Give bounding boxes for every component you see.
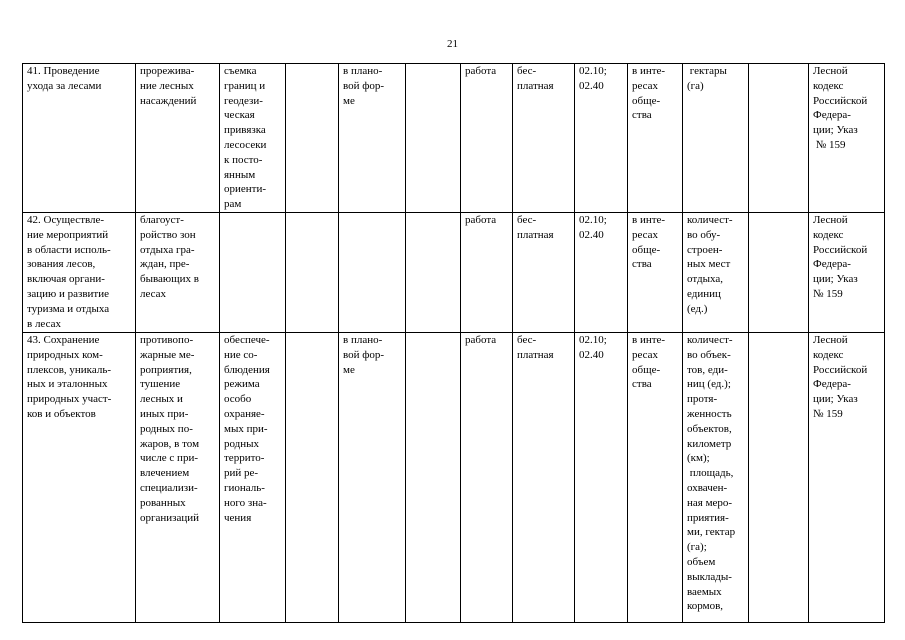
cell-type: работа: [461, 64, 513, 213]
cell-codes: 02.10; 02.40: [575, 332, 628, 622]
cell-consumers: в инте- ресах обще- ства: [628, 64, 683, 213]
cell-indicator: количест- во обу- строен- ных мест отдыха, единиц (ед.): [683, 212, 749, 332]
cell-form: в плано- вой фор- ме: [339, 64, 406, 213]
cell-legal-basis: Лесной кодекс Российской Федера- ции; Указ № 159: [809, 212, 885, 332]
cell-form: [339, 212, 406, 332]
cell-activity-name: 42. Осуществле- ние мероприятий в области исполь- зования лесов, включая органи- зацию и развитие туризма и отдыха в лесах: [23, 212, 136, 332]
cell-consumers: в инте- ресах обще- ства: [628, 332, 683, 622]
cell-col-6: [406, 332, 461, 622]
cell-work-details: обеспече- ние со- блюдения режима особо охраняе- мых при- родных террито- рий ре- гиональ- ного зна- чения: [220, 332, 286, 622]
cell-col-4: [286, 332, 339, 622]
cell-activity-name: 43. Сохранение природных ком- плексов, уникаль- ных и эталонных природных участ- ков и объектов: [23, 332, 136, 622]
cell-form: в плано- вой фор- ме: [339, 332, 406, 622]
cell-type: работа: [461, 332, 513, 622]
cell-work-content: благоуст- ройство зон отдыха гра- ждан, пре- бывающих в лесах: [136, 212, 220, 332]
cell-type: работа: [461, 212, 513, 332]
cell-col-4: [286, 212, 339, 332]
cell-payment: бес- платная: [513, 212, 575, 332]
table-row-41: [23, 64, 885, 213]
cell-col-12: [749, 64, 809, 213]
cell-work-details: [220, 212, 286, 332]
cell-payment: бес- платная: [513, 64, 575, 213]
cell-col-12: [749, 212, 809, 332]
cell-col-4: [286, 64, 339, 213]
cell-payment: бес- платная: [513, 332, 575, 622]
cell-codes: 02.10; 02.40: [575, 64, 628, 213]
cell-col-6: [406, 64, 461, 213]
cell-indicator: количест- во объек- тов, еди- ниц (ед.); протя- женность объектов, километр (км); площадь, охвачен- ная меро- приятия- ми, гектар (га); объем выклады- ваемых кормов,: [683, 332, 749, 622]
cell-work-details: съемка границ и геодези- ческая привязка лесосеки к посто- янным ориенти- рам: [220, 64, 286, 213]
cell-work-content: прорежива- ние лесных насаждений: [136, 64, 220, 213]
page-number: 21: [447, 38, 458, 50]
cell-consumers: в инте- ресах обще- ства: [628, 212, 683, 332]
cell-legal-basis: Лесной кодекс Российской Федера- ции; Указ № 159: [809, 332, 885, 622]
cell-col-6: [406, 212, 461, 332]
cell-codes: 02.10; 02.40: [575, 212, 628, 332]
services-table: [22, 63, 885, 623]
cell-indicator: гектары (га): [683, 64, 749, 213]
cell-activity-name: 41. Проведение ухода за лесами: [23, 64, 136, 213]
table-row-42: [23, 212, 885, 332]
cell-legal-basis: Лесной кодекс Российской Федера- ции; Указ № 159: [809, 64, 885, 213]
cell-work-content: противопо- жарные ме- роприятия, тушение лесных и иных при- родных по- жаров, в том числе с при- влечением специализи- рованных организаций: [136, 332, 220, 622]
cell-col-12: [749, 332, 809, 622]
table-row-43: [23, 332, 885, 622]
